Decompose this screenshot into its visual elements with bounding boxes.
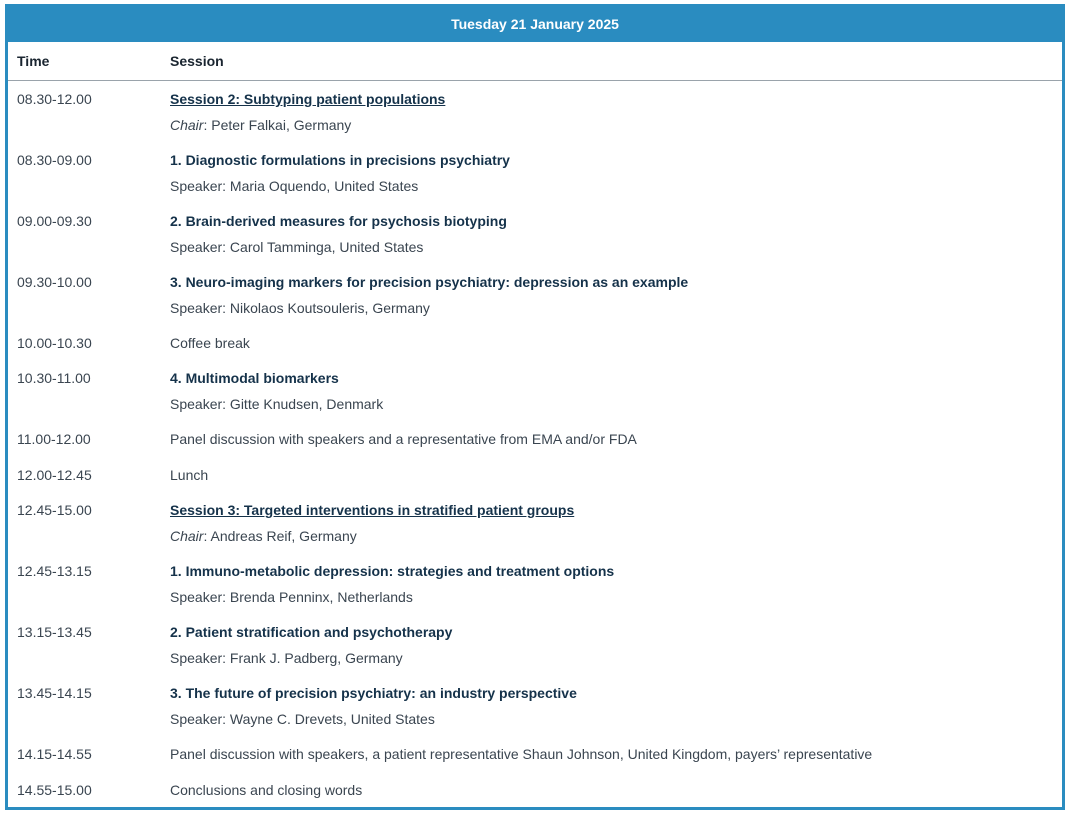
row-time: 14.15-14.55 xyxy=(17,746,92,762)
speaker-line: Speaker: Wayne C. Drevets, United States xyxy=(170,711,435,727)
agenda-item: Coffee break xyxy=(170,335,250,351)
talk-title: 1. Diagnostic formulations in precisions psychiatry xyxy=(170,152,510,168)
agenda-item: Lunch xyxy=(170,467,209,483)
session-link[interactable]: Session 2: Subtyping patient populations xyxy=(170,91,446,107)
row-time: 13.15-13.45 xyxy=(17,624,92,640)
chair-sep: : xyxy=(203,117,208,133)
schedule-table xyxy=(5,4,1065,810)
row-time: 14.55-15.00 xyxy=(17,782,92,798)
row-time: 09.30-10.00 xyxy=(17,274,92,290)
speaker-line: Speaker: Gitte Knudsen, Denmark xyxy=(170,396,384,412)
chair-name: Peter Falkai, Germany xyxy=(207,117,352,133)
row-time: 08.30-12.00 xyxy=(17,91,92,107)
talk-title: 3. Neuro-imaging markers for precision psychiatry: depression as an example xyxy=(170,274,689,290)
chair-line xyxy=(170,527,1050,545)
chair-label: Chair xyxy=(170,117,204,133)
agenda-item: Panel discussion with speakers and a representative from EMA and/or FDA xyxy=(170,431,637,447)
row-time: 10.30-11.00 xyxy=(17,370,91,386)
agenda-item: Conclusions and closing words xyxy=(170,782,363,798)
speaker-line: Speaker: Nikolaos Koutsouleris, Germany xyxy=(170,300,430,316)
chair-label: Chair xyxy=(170,528,204,544)
row-time: 12.00-12.45 xyxy=(17,467,92,483)
session-column-header: Session xyxy=(170,53,224,69)
speaker-line: Speaker: Brenda Penninx, Netherlands xyxy=(170,589,413,605)
talk-title: 2. Patient stratification and psychotherapy xyxy=(170,624,453,640)
speaker-line: Speaker: Frank J. Padberg, Germany xyxy=(170,650,403,666)
row-time: 13.45-14.15 xyxy=(17,685,92,701)
talk-title: 2. Brain-derived measures for psychosis biotyping xyxy=(170,213,507,229)
speaker-line: Speaker: Maria Oquendo, United States xyxy=(170,178,419,194)
talk-title: 3. The future of precision psychiatry: an industry perspective xyxy=(170,685,577,701)
talk-title: 4. Multimodal biomarkers xyxy=(170,370,339,386)
time-column-header: Time xyxy=(17,53,50,69)
session-link[interactable]: Session 3: Targeted interventions in stratified patient groups xyxy=(170,502,575,518)
row-time: 12.45-15.00 xyxy=(17,502,92,518)
talk-title: 1. Immuno-metabolic depression: strategies and treatment options xyxy=(170,563,615,579)
chair-line xyxy=(170,116,1050,134)
row-time: 10.00-10.30 xyxy=(17,335,92,351)
row-time: 09.00-09.30 xyxy=(17,213,92,229)
row-time: 08.30-09.00 xyxy=(17,152,92,168)
speaker-line: Speaker: Carol Tamminga, United States xyxy=(170,239,424,255)
table-header xyxy=(8,42,1062,81)
row-time: 11.00-12.00 xyxy=(17,431,91,447)
day-title: Tuesday 21 January 2025 xyxy=(8,7,1062,42)
agenda-item: Panel discussion with speakers, a patient representative Shaun Johnson, United Kingdom, payers’ representative xyxy=(170,746,873,762)
chair-name: Andreas Reif, Germany xyxy=(207,528,357,544)
chair-sep: : xyxy=(203,528,208,544)
row-time: 12.45-13.15 xyxy=(17,563,92,579)
